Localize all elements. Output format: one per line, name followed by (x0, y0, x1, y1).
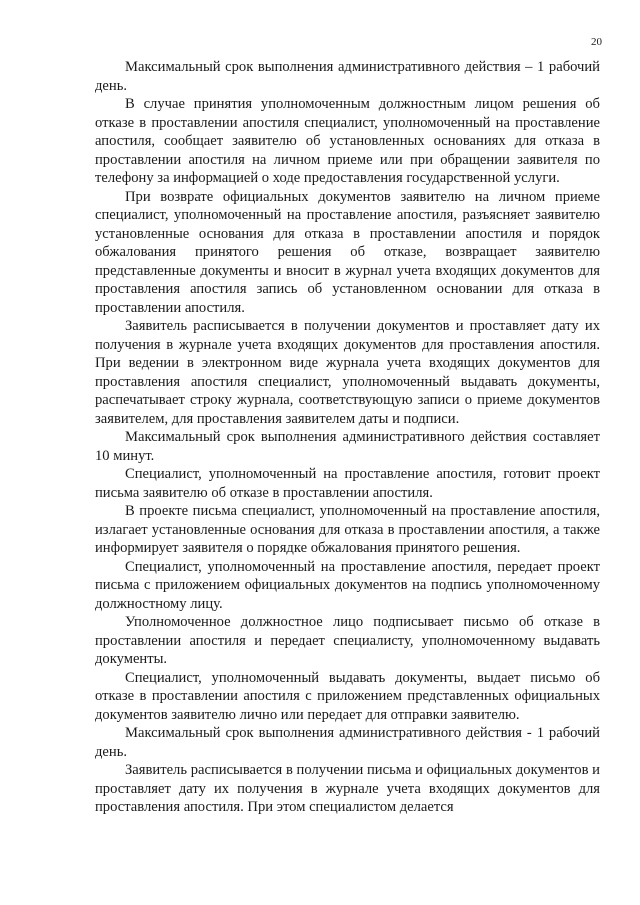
paragraph: Уполномоченное должностное лицо подписывает письмо об отказе в проставлении апостиля и передает специалисту, уполномоченному выдавать документы. (95, 614, 600, 667)
paragraph: В случае принятия уполномоченным должностным лицом решения об отказе в проставлении апостиля специалист, уполномоченный на проставление апостиля, сообщает заявителю об установленных основаниях для отказа в проставлении апостиля на личном приеме или при обращении заявителя по телефону за информацией о ходе предоставления государственной услуги. (95, 96, 600, 186)
paragraph: Максимальный срок выполнения административного действия – 1 рабочий день. (95, 59, 600, 94)
document-body (95, 58, 600, 817)
paragraph: Максимальный срок выполнения административного действия составляет 10 минут. (95, 429, 600, 464)
paragraph: Заявитель расписывается в получении документов и проставляет дату их получения в журнале учета входящих документов для проставления апостиля. При ведении в электронном виде журнала учета входящих документов для проставления апостиля специалист, уполномоченный выдавать документы, распечатывает строку журнала, соответствующую записи о приеме документов заявителем, для проставления заявителем даты и подписи. (95, 318, 600, 427)
paragraph: Специалист, уполномоченный на проставление апостиля, готовит проект письма заявителю об отказе в проставлении апостиля. (95, 466, 600, 501)
page-number: 20 (591, 36, 602, 48)
paragraph: В проекте письма специалист, уполномоченный на проставление апостиля, излагает установленные основания для отказа в проставлении апостиля, а также информирует заявителя о порядке обжалования принятого решения. (95, 503, 600, 556)
paragraph: При возврате официальных документов заявителю на личном приеме специалист, уполномоченный на проставление апостиля, разъясняет заявителю установленные основания для отказа в проставлении апостиля и порядок обжалования принятого решения об отказе, возвращает заявителю представленные документы и вносит в журнал учета входящих документов для проставления апостиля запись об установленном основании для отказа в проставлении апостиля. (95, 188, 600, 316)
paragraph: Заявитель расписывается в получении письма и официальных документов и проставляет дату их получения в журнале учета входящих документов для проставления апостиля. При этом специалистом делается (95, 762, 600, 815)
paragraph: Специалист, уполномоченный на проставление апостиля, передает проект письма с приложением официальных документов на подпись уполномоченному должностному лицу. (95, 558, 600, 612)
paragraph: Максимальный срок выполнения административного действия - 1 рабочий день. (95, 725, 600, 760)
paragraph: Специалист, уполномоченный выдавать документы, выдает письмо об отказе в проставлении апостиля с приложением представленных официальных документов заявителю лично или передает для отправки заявителю. (95, 669, 600, 723)
